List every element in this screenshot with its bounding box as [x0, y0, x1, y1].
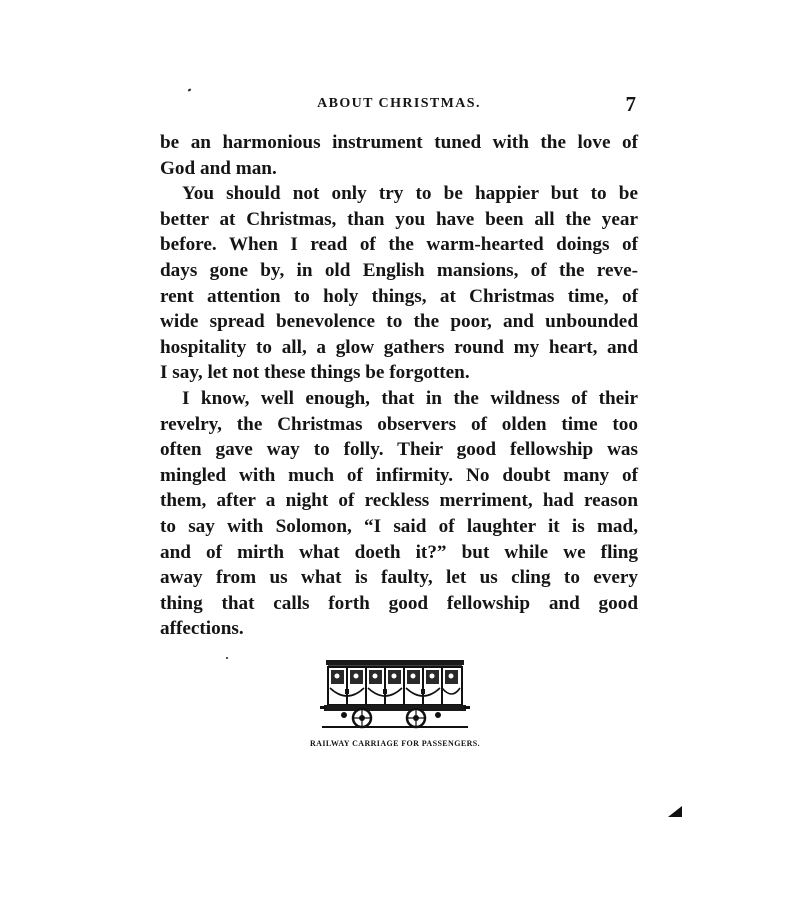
text-line: revelry, the Christmas observers of olden time too: [160, 413, 638, 435]
text-line: hospitality to all, a glow gathers round my heart, and: [160, 336, 638, 358]
text-line: rent attention to holy things, at Christmas time, of: [160, 285, 638, 307]
text-line: affections.: [160, 618, 244, 640]
text-line: I know, well enough, that in the wildness of their: [182, 387, 638, 409]
page-number: 7: [625, 92, 636, 116]
carriage-frame: [324, 705, 466, 711]
text-line: be an harmonious instrument tuned with the love of: [160, 132, 638, 153]
text-line: thing that calls forth good fellowship and good: [160, 592, 638, 614]
ink-speck: [188, 88, 192, 91]
text-line: mingled with much of infirmity. No doubt many of: [160, 464, 638, 486]
ink-dot: [226, 657, 228, 659]
running-head: [160, 94, 638, 118]
railway-carriage-illustration: [320, 658, 470, 733]
running-title: ABOUT CHRISTMAS.: [317, 96, 481, 111]
text-line: and of mirth what doeth it?” but while we fling: [160, 541, 638, 563]
text-line: them, after a night of reckless merriment, had reason: [160, 490, 638, 512]
text-line: God and man.: [160, 157, 277, 179]
buffer-right: [464, 706, 470, 709]
figure-caption: RAILWAY CARRIAGE FOR PASSENGERS.: [309, 739, 481, 748]
carriage-roof: [326, 660, 464, 665]
text-line: You should not only try to be happier but to be: [182, 183, 638, 205]
text-line: wide spread benevolence to the poor, and unbounded: [160, 311, 638, 333]
buffer-left: [320, 706, 326, 709]
text-line: often gave way to folly. Their good fellowship was: [160, 439, 638, 461]
text-line: to say with Solomon, “I said of laughter it is mad,: [160, 515, 638, 537]
body-text: [160, 130, 638, 642]
corner-mark: [668, 806, 682, 817]
rail-track: [322, 726, 468, 728]
text-line: days gone by, in old English mansions, of the reve-: [160, 259, 638, 281]
text-line: away from us what is faulty, let us cling to every: [160, 567, 638, 589]
text-line: better at Christmas, than you have been all the year: [160, 208, 638, 230]
text-line: before. When I read of the warm-hearted doings of: [160, 234, 638, 256]
text-line: I say, let not these things be forgotten.: [160, 362, 470, 384]
carriage-wheels: [341, 709, 441, 727]
